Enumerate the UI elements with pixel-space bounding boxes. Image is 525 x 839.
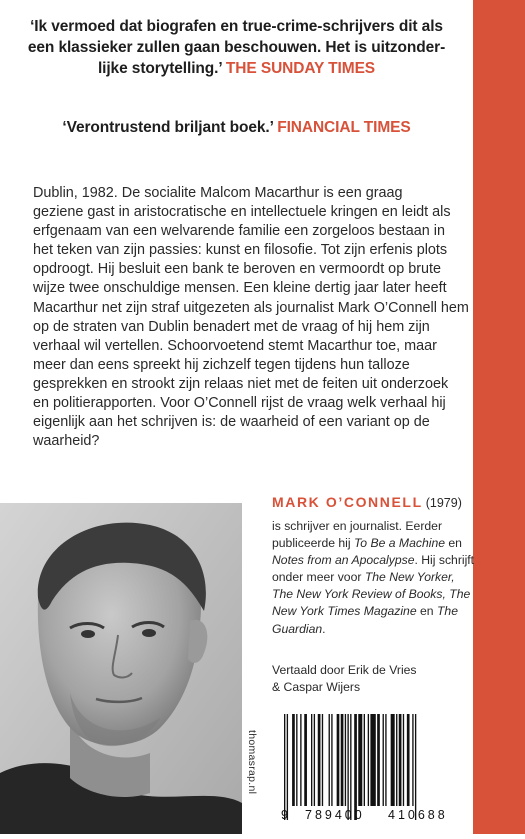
blurb-line: waarheid? bbox=[33, 433, 100, 450]
bio-line bbox=[272, 586, 472, 603]
blurb-line: meer dan eens spreekt hij zichzelf tegen tijdens hun talloze bbox=[33, 356, 410, 373]
blurb-line: gesprekken en strookt zijn relaas niet met de feiten uit onderzoek bbox=[33, 375, 449, 392]
barcode-bar bbox=[391, 714, 395, 806]
isbn-first-digit: 9 bbox=[281, 808, 288, 822]
review-quote-1 bbox=[0, 16, 473, 79]
barcode-bar bbox=[292, 714, 295, 806]
blurb-line: Macarthur net zijn straf uitgezeten als journalist Mark O’Connell hem bbox=[33, 299, 469, 316]
bio-line bbox=[272, 603, 472, 620]
barcode-bar bbox=[296, 714, 297, 806]
blurb-line: erfgenaam van een welvarende familie een zorgeloos bestaan in bbox=[33, 223, 445, 240]
barcode-bar bbox=[415, 714, 416, 820]
bio-line bbox=[272, 569, 472, 586]
blurb-line: eigenlijk aan het schrijven is: de waarheid of een variant op de bbox=[33, 414, 430, 431]
blurb-line: verhaal wil vertellen. Schoorvoetend stemt Macarthur toe, maar bbox=[33, 337, 437, 354]
publication-title: New York Times Magazine bbox=[272, 604, 417, 619]
barcode-bar bbox=[403, 714, 404, 806]
barcode-bar bbox=[358, 714, 362, 806]
barcode-bar bbox=[314, 714, 315, 806]
publication-title: The New York Review of Books, The bbox=[272, 587, 471, 602]
author-name: MARK O’CONNELL bbox=[272, 494, 423, 510]
barcode-bar bbox=[354, 714, 357, 820]
author-heading bbox=[272, 494, 462, 512]
barcode-bar bbox=[304, 714, 307, 806]
blurb-paragraph bbox=[33, 184, 469, 451]
bio-line: is schrijver en journalist. Eerder bbox=[272, 519, 443, 533]
quote-text: ‘Verontrustend briljant boek.’ bbox=[62, 119, 273, 136]
barcode-bar bbox=[329, 714, 330, 806]
blurb-line: op de straten van Dublin benadert met de vraag of hij hem zijn bbox=[33, 318, 430, 335]
barcode-bar bbox=[407, 714, 410, 806]
quote-line: ‘Ik vermoed dat biografen en true-crime-schrijvers dit als bbox=[30, 18, 443, 35]
barcode-bar bbox=[399, 714, 402, 806]
translator-line: & Caspar Wijers bbox=[272, 680, 361, 695]
publication-title: Guardian bbox=[272, 621, 323, 636]
barcode-bar bbox=[345, 714, 346, 806]
book-title: To Be a Machine bbox=[353, 536, 445, 551]
blurb-line: het teken van zijn passies: kunst en filosofie. Tot zijn erfenis plots bbox=[33, 242, 448, 259]
barcode-bar bbox=[318, 714, 321, 806]
publication-title: The New Yorker, bbox=[364, 570, 455, 585]
bio-text: en bbox=[416, 604, 437, 619]
author-portrait bbox=[0, 503, 242, 834]
blurb-line: en politierapporten. Voor O’Connell rijst de vraag welk verhaal hij bbox=[33, 395, 446, 412]
isbn-group-1: 789400 bbox=[305, 808, 365, 822]
barcode-bar bbox=[396, 714, 397, 806]
quote-text: lijke storytelling.’ bbox=[97, 60, 222, 77]
translator-line: Vertaald door Erik de Vries bbox=[272, 663, 417, 677]
barcode-bar bbox=[383, 714, 384, 806]
bio-text: publiceerde hij bbox=[272, 536, 354, 551]
barcode-bar bbox=[337, 714, 340, 806]
bio-line bbox=[272, 535, 472, 552]
bio-text: . Hij schrijft bbox=[414, 553, 475, 568]
barcode-bar bbox=[284, 714, 285, 820]
isbn-group-2: 410688 bbox=[388, 808, 448, 822]
barcode-bar bbox=[331, 714, 332, 806]
barcode-bar bbox=[287, 714, 288, 820]
barcode-bar bbox=[412, 714, 413, 806]
barcode-bar bbox=[370, 714, 375, 806]
barcode-bar bbox=[377, 714, 380, 806]
blurb-line: Dublin, 1982. De socialite Malcom Macarthur is een graag bbox=[33, 185, 403, 201]
quote-source: FINANCIAL TIMES bbox=[277, 119, 411, 136]
bio-line bbox=[272, 621, 472, 638]
bio-text: onder meer voor bbox=[272, 570, 365, 585]
author-birth-year: (1979) bbox=[425, 496, 462, 510]
barcode-bar bbox=[385, 714, 386, 806]
portrait-image bbox=[0, 503, 242, 834]
book-title: Notes from an Apocalypse bbox=[272, 553, 415, 568]
barcode-bar bbox=[364, 714, 365, 806]
review-quote-2 bbox=[0, 117, 473, 138]
bio-text: en bbox=[445, 536, 462, 551]
translator-credit bbox=[272, 662, 472, 696]
side-color-stripe bbox=[473, 0, 525, 834]
blurb-line: geziene gast in aristocratische en intellectuele kringen en leidt als bbox=[33, 204, 451, 221]
barcode-bar bbox=[368, 714, 369, 806]
blurb-line: wijze twee onschuldige mensen. Een kleine dertig jaar later heeft bbox=[33, 280, 447, 297]
quote-line bbox=[0, 58, 473, 79]
barcode-bar bbox=[322, 714, 323, 806]
barcode-bar bbox=[300, 714, 301, 806]
author-bio bbox=[272, 518, 475, 638]
barcode-bar bbox=[350, 714, 351, 820]
quote-source: THE SUNDAY TIMES bbox=[225, 60, 376, 77]
barcode-bar bbox=[341, 714, 344, 806]
quote-line: een klassieker zullen gaan beschouwen. Het is uitzonder- bbox=[27, 39, 446, 56]
bio-line bbox=[272, 552, 475, 569]
publisher-website: thomasrap.nl bbox=[246, 730, 258, 795]
bio-text: . bbox=[322, 621, 326, 636]
blurb-line: opdroogt. Hij besluit een bank te beroven en vermoordt op brute bbox=[33, 261, 441, 278]
publication-title: The bbox=[436, 604, 458, 619]
barcode-bar bbox=[311, 714, 312, 806]
barcode-bar bbox=[347, 714, 348, 820]
